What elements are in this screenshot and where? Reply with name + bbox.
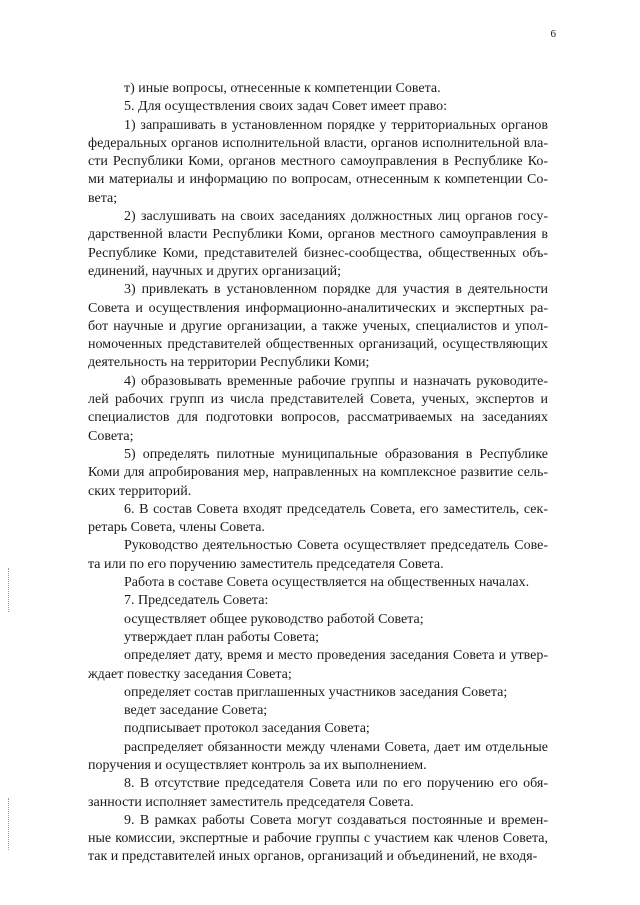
text-line: специалистов для подготовки вопросов, рассматриваемых на заседаниях: [88, 410, 548, 426]
text-line: ждает повестку заседания Совета;: [88, 666, 292, 682]
paragraph: [88, 647, 548, 684]
paragraph: [88, 611, 548, 629]
margin-scan-mark: [8, 798, 11, 850]
paragraph: [88, 373, 548, 446]
paragraph: [88, 720, 548, 738]
text-line: подписывает протокол заседания Совета;: [124, 721, 370, 737]
text-line: Республике Коми, представителей бизнес-сообщества, общественных объ-: [88, 245, 548, 261]
paragraph: [88, 281, 548, 372]
text-line: 3) привлекать в установленном порядке для участия в деятельности: [124, 282, 548, 298]
paragraph: [88, 537, 548, 574]
text-line: ретарь Совета, члены Совета.: [88, 520, 265, 536]
text-line: 9. В рамках работы Совета могут создаваться постоянные и времен-: [124, 812, 548, 828]
paragraph: [88, 208, 548, 281]
paragraph: [88, 98, 548, 116]
text-line: распределяет обязанности между членами Совета, дает им отдельные: [124, 739, 548, 755]
text-line: деятельность на территории Республики Коми;: [88, 355, 370, 371]
text-line: определяет состав приглашенных участников заседания Совета;: [124, 684, 508, 700]
paragraph: [88, 501, 548, 538]
paragraph: [88, 739, 548, 776]
text-line: 5. Для осуществления своих задач Совет имеет право:: [124, 99, 448, 115]
margin-scan-mark: [8, 568, 11, 612]
text-line: 5) определять пилотные муниципальные образования в Республике: [124, 446, 548, 462]
text-line: утверждает план работы Совета;: [124, 629, 320, 645]
text-line: Коми для апробирования мер, направленных на комплексное развитие сель-: [88, 465, 548, 481]
paragraph: [88, 592, 548, 610]
text-line: бот научные и другие организации, а также ученых, специалистов и упол-: [88, 318, 548, 334]
text-line: 6. В состав Совета входят председатель Совета, его заместитель, сек-: [124, 501, 548, 517]
paragraph: [88, 702, 548, 720]
paragraph: [88, 446, 548, 501]
text-line: Руководство деятельностью Совета осуществляет председатель Сове-: [124, 538, 548, 554]
text-line: 4) образовывать временные рабочие группы и назначать руководите-: [124, 373, 548, 389]
text-line: ми материалы и информацию по вопросам, отнесенным к компетенции Со-: [88, 172, 548, 188]
paragraph: [88, 117, 548, 208]
page-number: 6: [550, 28, 556, 40]
text-line: дарственной власти Республики Коми, органов местного самоуправления в: [88, 227, 548, 243]
text-line: так и представителей иных органов, организаций и объединений, не входя-: [88, 849, 538, 865]
text-line: ные комиссии, экспертные и рабочие группы с участием как членов Совета,: [88, 831, 548, 847]
paragraph: [88, 775, 548, 812]
text-line: 2) заслушивать на своих заседаниях должностных лиц органов госу-: [124, 209, 548, 225]
text-line: определяет дату, время и место проведения заседания Совета и утвер-: [124, 648, 548, 664]
text-line: осуществляет общее руководство работой Совета;: [124, 611, 424, 627]
text-line: ведет заседание Совета;: [124, 703, 268, 719]
text-line: т) иные вопросы, отнесенные к компетенции Совета.: [124, 81, 441, 96]
text-line: вета;: [88, 190, 118, 206]
text-line: Совета и осуществления информационно-аналитических и экспертных ра-: [88, 300, 548, 316]
paragraph: [88, 574, 548, 592]
text-line: поручения и осуществляет контроль за их выполнением.: [88, 757, 427, 773]
text-line: сти Республики Коми, органов местного самоуправления в Республике Ко-: [88, 154, 548, 170]
paragraph: [88, 629, 548, 647]
text-line: та или по его поручению заместитель председателя Совета.: [88, 556, 444, 572]
text-line: федеральных органов исполнительной власти, органов исполнительной вла-: [88, 135, 548, 151]
text-line: номоченных представителей общественных организаций, осуществляющих: [88, 337, 548, 353]
document-body: [88, 80, 548, 867]
text-line: единений, научных и других организаций;: [88, 263, 341, 279]
paragraph: [88, 684, 548, 702]
text-line: лей рабочих групп из числа представителей Совета, ученых, экспертов и: [88, 392, 548, 408]
paragraph: [88, 80, 548, 98]
text-line: Работа в составе Совета осуществляется на общественных началах.: [124, 575, 530, 591]
paragraph: [88, 812, 548, 867]
text-line: занности исполняет заместитель председателя Совета.: [88, 794, 414, 810]
text-line: ских территорий.: [88, 483, 192, 499]
text-line: 8. В отсутствие председателя Совета или по его поручению его обя-: [124, 776, 548, 792]
text-line: 7. Председатель Совета:: [124, 593, 269, 609]
text-line: 1) запрашивать в установленном порядке у территориальных органов: [124, 117, 548, 133]
text-line: Совета;: [88, 428, 134, 444]
